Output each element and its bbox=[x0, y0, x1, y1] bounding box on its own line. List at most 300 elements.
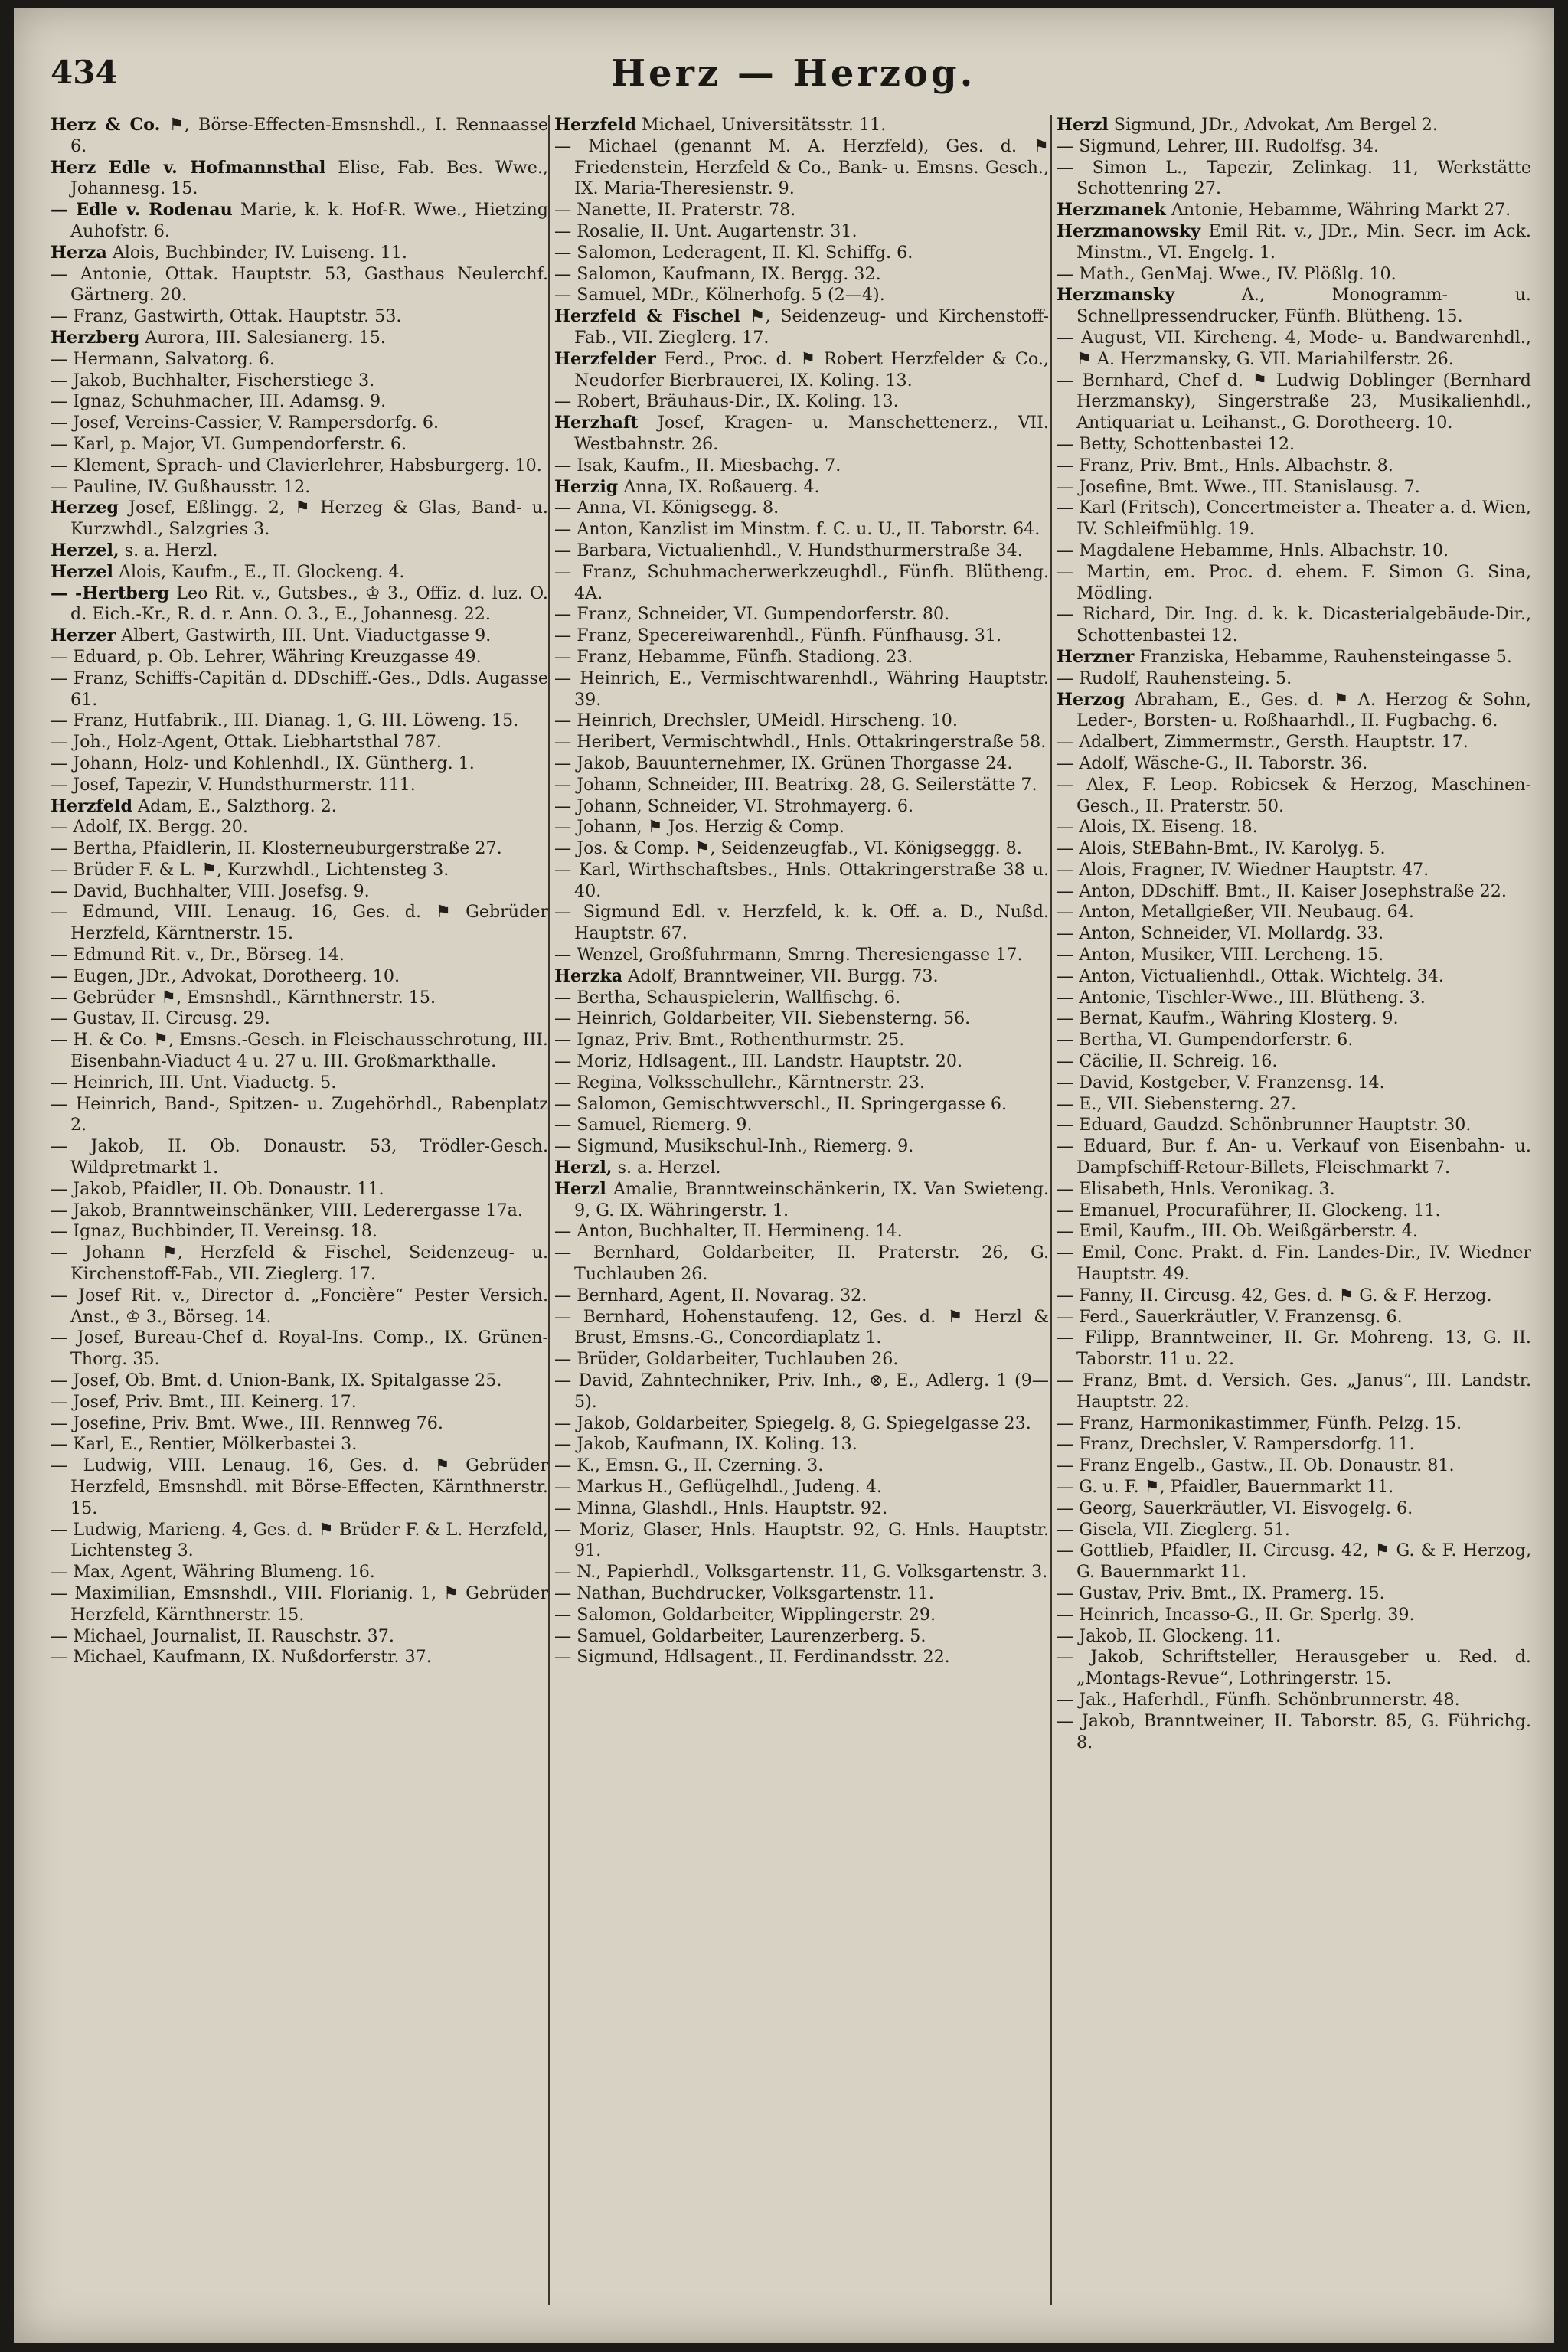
entry-text: — Franz, Gastwirth, Ottak. Hauptstr. 53. bbox=[51, 306, 402, 327]
directory-entry bbox=[554, 456, 1049, 477]
directory-entry bbox=[554, 1158, 1049, 1179]
directory-entry bbox=[554, 753, 1049, 775]
entry-surname: Herzer bbox=[51, 626, 116, 646]
entry-text: Adam, E., Salzthorg. 2. bbox=[138, 795, 337, 816]
entry-text: — Emil, Kaufm., III. Ob. Weißgärberstr. 4. bbox=[1057, 1221, 1418, 1242]
directory-entry bbox=[51, 413, 548, 434]
entry-text: — Emanuel, Procuraführer, II. Glockeng. 11. bbox=[1057, 1200, 1441, 1220]
entry-text: — Eduard, p. Ob. Lehrer, Währing Kreuzgasse 49. bbox=[51, 646, 482, 667]
directory-entry bbox=[51, 1562, 548, 1583]
entry-text: — Robert, Bräuhaus-Dir., IX. Koling. 13. bbox=[554, 391, 899, 412]
directory-entry bbox=[1057, 1328, 1531, 1370]
directory-entry bbox=[51, 456, 548, 477]
directory-entry bbox=[554, 966, 1049, 988]
entry-text: — Jakob, Goldarbeiter, Spiegelg. 8, G. Spiegelgasse 23. bbox=[554, 1413, 1031, 1433]
entry-text: — Karl, Wirthschaftsbes., Hnls. Ottakringerstraße 38 u. 40. bbox=[554, 859, 1049, 901]
entry-text: — Franz Engelb., Gastw., II. Ob. Donaustr. 81. bbox=[1057, 1455, 1455, 1476]
directory-entry bbox=[51, 583, 548, 626]
directory-entry bbox=[1057, 371, 1531, 434]
directory-entry bbox=[1057, 541, 1531, 562]
entry-text: — Bernat, Kaufm., Währing Klosterg. 9. bbox=[1057, 1008, 1399, 1029]
directory-entry bbox=[1057, 690, 1531, 733]
directory-entry bbox=[554, 732, 1049, 753]
directory-entry bbox=[1057, 221, 1531, 264]
entry-text: — Jakob, Bauunternehmer, IX. Grünen Thorgasse 24. bbox=[554, 753, 1013, 773]
entry-surname: Herzmanek bbox=[1057, 200, 1166, 220]
entry-text: — Jakob, Buchhalter, Fischerstiege 3. bbox=[51, 370, 375, 390]
entry-text: — Alois, StEBahn-Bmt., IV. Karolyg. 5. bbox=[1057, 838, 1386, 859]
directory-entry bbox=[1057, 328, 1531, 371]
directory-entry bbox=[1057, 923, 1531, 945]
directory-entry bbox=[51, 1583, 548, 1626]
directory-entry bbox=[1057, 1520, 1531, 1541]
directory-entry bbox=[554, 1583, 1049, 1605]
entry-text: — Betty, Schottenbastei 12. bbox=[1057, 433, 1295, 454]
directory-entry bbox=[51, 1200, 548, 1222]
directory-entry bbox=[51, 796, 548, 818]
entry-text: — Emil, Conc. Prakt. d. Fin. Landes-Dir., IV. Wiedner Hauptstr. 49. bbox=[1057, 1243, 1531, 1285]
entry-surname: Herzel bbox=[51, 561, 113, 582]
entry-text: — Brüder, Goldarbeiter, Tuchlauben 26. bbox=[554, 1349, 899, 1370]
directory-entry bbox=[51, 860, 548, 881]
entry-text: — Ignaz, Priv. Bmt., Rothenthurmstr. 25. bbox=[554, 1030, 905, 1050]
entry-text: Antonie, Hebamme, Währing Markt 27. bbox=[1171, 200, 1511, 220]
directory-entry bbox=[1057, 1455, 1531, 1477]
entry-text: — Johann ⚑, Herzfeld & Fischel, Seidenzeug- u. Kirchenstoff-Fab., VII. Zieglerg. 17. bbox=[51, 1243, 548, 1285]
entry-text: Marie, k. k. Hof-R. Wwe., Hietzing Auhofstr. 6. bbox=[70, 200, 548, 241]
entry-text: Franziska, Hebamme, Rauhensteingasse 5. bbox=[1139, 646, 1512, 667]
directory-entry bbox=[554, 1455, 1049, 1477]
entry-text: — Karl, E., Rentier, Mölkerbastei 3. bbox=[51, 1434, 358, 1455]
directory-entry bbox=[1057, 1647, 1531, 1690]
directory-entry bbox=[1057, 775, 1531, 818]
directory-entry bbox=[1057, 264, 1531, 286]
entry-text: — Samuel, Riemerg. 9. bbox=[554, 1115, 753, 1135]
directory-entry bbox=[51, 647, 548, 668]
directory-entry bbox=[554, 1434, 1049, 1455]
entry-surname: — Edle v. Rodenau bbox=[51, 200, 233, 220]
entry-text: — Karl (Fritsch), Concertmeister a. Theater a. d. Wien, IV. Schleifmühlg. 19. bbox=[1057, 498, 1531, 540]
directory-entry bbox=[1057, 817, 1531, 838]
entry-text: — Bertha, VI. Gumpendorferstr. 6. bbox=[1057, 1030, 1354, 1050]
directory-entry bbox=[554, 1243, 1049, 1285]
directory-entry bbox=[1057, 945, 1531, 966]
entry-text: — Jakob, Branntweinschänker, VIII. Lederergasse 17a. bbox=[51, 1200, 523, 1220]
entry-text: — Antonie, Ottak. Hauptstr. 53, Gasthaus Neulerchf. Gärtnerg. 20. bbox=[51, 263, 548, 305]
directory-entry bbox=[554, 349, 1049, 392]
directory-entry bbox=[1057, 1030, 1531, 1051]
directory-entry bbox=[51, 328, 548, 349]
entry-text: — Franz, Harmonikastimmer, Fünfh. Pelzg. 15. bbox=[1057, 1413, 1462, 1433]
directory-entry bbox=[51, 158, 548, 201]
entry-text: — Michael (genannt M. A. Herzfeld), Ges. d. ⚑ Friedenstein, Herzfeld & Co., Bank- u. Emsns. Gesch., IX. Maria-Theresienstr. 9. bbox=[554, 136, 1049, 199]
entry-text: — David, Zahntechniker, Priv. Inh., ⊗, E., Adlerg. 1 (9—5). bbox=[554, 1370, 1049, 1412]
directory-entry bbox=[51, 1008, 548, 1030]
directory-entry bbox=[554, 519, 1049, 541]
directory-entry bbox=[554, 668, 1049, 711]
directory-entry bbox=[1057, 456, 1531, 477]
entry-text: — Cäcilie, II. Schreig. 16. bbox=[1057, 1051, 1278, 1072]
directory-entry bbox=[1057, 1073, 1531, 1094]
entry-surname: Herzfeld bbox=[554, 115, 636, 135]
entry-text: Adolf, Branntweiner, VII. Burgg. 73. bbox=[628, 965, 939, 986]
directory-entry bbox=[1057, 1477, 1531, 1498]
entry-text: — Heinrich, Goldarbeiter, VII. Siebensterng. 56. bbox=[554, 1008, 971, 1029]
directory-entry bbox=[554, 817, 1049, 838]
directory-entry bbox=[51, 1285, 548, 1328]
directory-entry bbox=[51, 1030, 548, 1073]
directory-entry bbox=[1057, 1243, 1531, 1285]
directory-entry bbox=[554, 647, 1049, 668]
entry-text: Aurora, III. Salesianerg. 15. bbox=[145, 327, 386, 348]
entry-text: — Heinrich, E., Vermischtwarenhdl., Währing Hauptstr. 39. bbox=[554, 668, 1049, 710]
entry-text: — Anton, Musiker, VIII. Lercheng. 15. bbox=[1057, 945, 1384, 965]
directory-entry bbox=[554, 1605, 1049, 1626]
directory-entry bbox=[554, 1647, 1049, 1668]
directory-entry bbox=[1057, 1051, 1531, 1073]
directory-entry bbox=[51, 775, 548, 796]
directory-entry bbox=[1057, 477, 1531, 498]
entry-text: ⚑, Seidenzeug- und Kirchenstoff-Fab., VII. Zieglerg. 17. bbox=[574, 306, 1049, 348]
entry-text: — Martin, em. Proc. d. ehem. F. Simon G. Sina, Mödling. bbox=[1057, 561, 1531, 603]
entry-text: — Johann, ⚑ Jos. Herzig & Comp. bbox=[554, 817, 844, 838]
entry-text: Abraham, E., Ges. d. ⚑ A. Herzog & Sohn, Leder-, Borsten- u. Roßhaarhdl., II. Fugbachg. 6. bbox=[1076, 689, 1531, 731]
entry-text: — Eduard, Gaudzd. Schönbrunner Hauptstr. 30. bbox=[1057, 1115, 1472, 1135]
entry-surname: Herzfeld bbox=[51, 795, 132, 816]
entry-text: — Salomon, Kaufmann, IX. Bergg. 32. bbox=[554, 263, 881, 284]
directory-entry bbox=[554, 477, 1049, 498]
entry-text: — Alex, F. Leop. Robicsek & Herzog, Maschinen-Gesch., II. Praterstr. 50. bbox=[1057, 774, 1531, 816]
directory-entry bbox=[1057, 1413, 1531, 1435]
directory-entry bbox=[554, 775, 1049, 796]
entry-text: Alois, Kaufm., E., II. Glockeng. 4. bbox=[118, 561, 405, 582]
entry-text: — Gebrüder ⚑, Emsnshdl., Kärnthnerstr. 15. bbox=[51, 987, 436, 1008]
entry-text: — Josefine, Priv. Bmt. Wwe., III. Rennweg 76. bbox=[51, 1413, 443, 1433]
directory-entry bbox=[1057, 1434, 1531, 1455]
entry-text: — Markus H., Geflügelhdl., Judeng. 4. bbox=[554, 1477, 882, 1497]
directory-entry bbox=[51, 349, 548, 371]
entry-text: Amalie, Branntweinschänkerin, IX. Van Swieteng. 9, G. IX. Währingerstr. 1. bbox=[574, 1178, 1049, 1220]
column-divider bbox=[548, 115, 550, 2305]
directory-entry bbox=[554, 1221, 1049, 1243]
entry-text: — Josef Rit. v., Director d. „Foncière“ Pester Versich. Anst., ♔ 3., Börseg. 14. bbox=[51, 1285, 548, 1327]
directory-entry bbox=[51, 732, 548, 753]
directory-entry bbox=[51, 902, 548, 945]
entry-text: — Edmund Rit. v., Dr., Börseg. 14. bbox=[51, 945, 345, 965]
entry-text: — Adolf, IX. Bergg. 20. bbox=[51, 817, 248, 838]
entry-text: — Jos. & Comp. ⚑, Seidenzeugfab., VI. Königseggg. 8. bbox=[554, 838, 1022, 859]
directory-entry bbox=[51, 1221, 548, 1243]
directory-entry bbox=[51, 1136, 548, 1179]
entry-text: — Anton, DDschiff. Bmt., II. Kaiser Josephstraße 22. bbox=[1057, 880, 1507, 901]
entry-text: — Franz, Schneider, VI. Gumpendorferstr. 80. bbox=[554, 604, 950, 625]
directory-entry bbox=[554, 1008, 1049, 1030]
entry-text: — Johann, Schneider, III. Beatrixg. 28, G. Seilerstätte 7. bbox=[554, 774, 1037, 795]
entry-text: — Heinrich, III. Unt. Viaductg. 5. bbox=[51, 1072, 337, 1093]
directory-entry bbox=[51, 1392, 548, 1413]
directory-entry bbox=[51, 541, 548, 562]
entry-text: — Bernhard, Goldarbeiter, II. Praterstr. 26, G. Tuchlauben 26. bbox=[554, 1243, 1049, 1285]
entry-text: — Jakob, Schriftsteller, Herausgeber u. Red. d. „Montags-Revue“, Lothringerstr. 15. bbox=[1057, 1647, 1531, 1689]
entry-text: — Georg, Sauerkräutler, VI. Eisvogelg. 6. bbox=[1057, 1498, 1413, 1518]
directory-entry bbox=[1057, 1626, 1531, 1648]
directory-entry bbox=[1057, 1285, 1531, 1307]
entry-text: — Heinrich, Band-, Spitzen- u. Zugehörhdl., Rabenplatz 2. bbox=[51, 1093, 548, 1135]
directory-entry bbox=[1057, 1605, 1531, 1626]
directory-entry bbox=[1057, 1307, 1531, 1328]
entry-text: — Moriz, Glaser, Hnls. Hauptstr. 92, G. Hnls. Hauptstr. 91. bbox=[554, 1519, 1049, 1561]
directory-entry bbox=[1057, 1136, 1531, 1179]
entry-text: Emil Rit. v., JDr., Min. Secr. im Ack. Minstm., VI. Engelg. 1. bbox=[1076, 220, 1531, 263]
entry-text: — Klement, Sprach- und Clavierlehrer, Habsburgerg. 10. bbox=[51, 455, 542, 475]
entry-text: — Josef, Vereins-Cassier, V. Rampersdorfg. 6. bbox=[51, 413, 439, 433]
directory-entry bbox=[1057, 753, 1531, 775]
column-divider bbox=[1050, 115, 1052, 2305]
directory-entry bbox=[1057, 1115, 1531, 1136]
entry-text: — Josef, Tapezir, V. Hundsthurmerstr. 111. bbox=[51, 774, 416, 795]
entry-text: — Anton, Victualienhdl., Ottak. Wichtelg. 34. bbox=[1057, 965, 1444, 986]
directory-entry bbox=[51, 881, 548, 903]
entry-surname: Herzeg bbox=[51, 498, 119, 518]
directory-entry bbox=[554, 860, 1049, 903]
directory-entry bbox=[554, 1370, 1049, 1413]
entry-text: — Josefine, Bmt. Wwe., III. Stanislausg. 7. bbox=[1057, 476, 1420, 497]
entry-text: — Sigmund, Hdlsagent., II. Ferdinandsstr. 22. bbox=[554, 1647, 950, 1668]
entry-text: — Antonie, Tischler-Wwe., III. Blütheng. 3. bbox=[1057, 987, 1426, 1008]
entry-text: — Bernhard, Chef d. ⚑ Ludwig Doblinger (Bernhard Herzmansky), Singerstraße 23, Musikalienhdl., Antiquariat u. Leihanst., G. Dorotheerg. 10. bbox=[1057, 370, 1531, 433]
directory-entry bbox=[1057, 881, 1531, 903]
directory-entry bbox=[51, 200, 548, 243]
entry-text: — Elisabeth, Hnls. Veronikag. 3. bbox=[1057, 1178, 1335, 1199]
entry-text: A., Monogramm- u. Schnellpressendrucker, Fünfh. Blütheng. 15. bbox=[1076, 285, 1531, 327]
directory-entry bbox=[51, 1179, 548, 1200]
directory-entry bbox=[554, 1073, 1049, 1094]
directory-entry bbox=[51, 945, 548, 966]
directory-entry bbox=[1057, 902, 1531, 923]
entry-text: — Nathan, Buchdrucker, Volksgartenstr. 11. bbox=[554, 1583, 934, 1603]
entry-text: — Alois, IX. Eiseng. 18. bbox=[1057, 817, 1258, 838]
directory-entry bbox=[1057, 838, 1531, 860]
entry-text: — Sigmund Edl. v. Herzfeld, k. k. Off. a. D., Nußd. Hauptstr. 67. bbox=[554, 902, 1049, 944]
entry-surname: Herzka bbox=[554, 965, 623, 986]
directory-entry bbox=[554, 136, 1049, 200]
entry-surname: Herz & Co. bbox=[51, 115, 161, 135]
directory-entry bbox=[1057, 966, 1531, 988]
entry-text: — N., Papierhdl., Volksgartenstr. 11, G. Volksgartenstr. 3. bbox=[554, 1562, 1048, 1583]
directory-entry bbox=[1057, 1583, 1531, 1605]
entry-text: — Pauline, IV. Gußhausstr. 12. bbox=[51, 476, 311, 497]
entry-text: — Alois, Fragner, IV. Wiedner Hauptstr. 47. bbox=[1057, 859, 1429, 880]
entry-text: — Samuel, Goldarbeiter, Laurenzerberg. 5. bbox=[554, 1625, 926, 1646]
entry-text: Josef, Kragen- u. Manschettenerz., VII. Westbahnstr. 26. bbox=[574, 413, 1049, 454]
entry-text: — Ignaz, Schuhmacher, III. Adamsg. 9. bbox=[51, 391, 387, 412]
entry-surname: Herzig bbox=[554, 476, 619, 497]
entry-text: — Wenzel, Großfuhrmann, Smrng. Theresiengasse 17. bbox=[554, 945, 1023, 965]
entry-text: — Johann, Holz- und Kohlenhdl., IX. Güntherg. 1. bbox=[51, 753, 475, 773]
directory-entry bbox=[1057, 1221, 1531, 1243]
entry-text: — Max, Agent, Währing Blumeng. 16. bbox=[51, 1562, 375, 1583]
directory-entry bbox=[51, 306, 548, 328]
entry-text: — K., Emsn. G., II. Czerning. 3. bbox=[554, 1455, 824, 1476]
entry-surname: Herzog bbox=[1057, 689, 1125, 710]
entry-text: — Franz, Drechsler, V. Rampersdorfg. 11. bbox=[1057, 1434, 1415, 1455]
entry-surname: Herza bbox=[51, 242, 107, 263]
entry-text: — Adolf, Wäsche-G., II. Taborstr. 36. bbox=[1057, 753, 1368, 773]
entry-text: — Sigmund, Musikschul-Inh., Riemerg. 9. bbox=[554, 1136, 914, 1157]
directory-entry bbox=[1057, 1711, 1531, 1754]
entry-text: — Franz, Specereiwarenhdl., Fünfh. Fünfhausg. 31. bbox=[554, 626, 1002, 646]
entry-text: — Josef, Ob. Bmt. d. Union-Bank, IX. Spitalgasse 25. bbox=[51, 1370, 502, 1391]
entry-text: — Bernhard, Agent, II. Novarag. 32. bbox=[554, 1285, 867, 1305]
directory-entry bbox=[1057, 115, 1531, 136]
directory-entry bbox=[554, 1094, 1049, 1116]
entry-text: — Gustav, II. Circusg. 29. bbox=[51, 1008, 270, 1029]
entry-text: — E., VII. Siebensterng. 27. bbox=[1057, 1093, 1297, 1114]
entry-text: — Jakob, Branntweiner, II. Taborstr. 85, G. Führichg. 8. bbox=[1057, 1710, 1531, 1753]
directory-entry bbox=[554, 498, 1049, 519]
directory-entry bbox=[51, 753, 548, 775]
directory-entry bbox=[51, 1520, 548, 1563]
entry-text: — Salomon, Goldarbeiter, Wipplingerstr. 29. bbox=[554, 1604, 936, 1625]
entry-text: s. a. Herzel. bbox=[617, 1158, 721, 1178]
directory-entry bbox=[1057, 200, 1531, 221]
entry-surname: Herz Edle v. Hofmannsthal bbox=[51, 157, 326, 178]
entry-text: ⚑, Börse-Effecten-Emsnshdl., I. Rennaasse 6. bbox=[70, 115, 548, 156]
directory-entry bbox=[554, 115, 1049, 136]
directory-entry bbox=[1057, 860, 1531, 881]
entry-surname: Herzfeld & Fischel bbox=[554, 306, 740, 327]
directory-entry bbox=[554, 200, 1049, 221]
entry-text: — Brüder F. & L. ⚑, Kurzwhdl., Lichtensteg 3. bbox=[51, 859, 449, 880]
entry-text: — Bernhard, Hohenstaufeng. 12, Ges. d. ⚑ Herzl & Brust, Emsns.-G., Concordiaplatz 1. bbox=[554, 1306, 1049, 1348]
entry-text: — Minna, Glashdl., Hnls. Hauptstr. 92. bbox=[554, 1498, 888, 1518]
directory-entry bbox=[51, 371, 548, 392]
entry-text: — Adalbert, Zimmermstr., Gersth. Hauptstr. 17. bbox=[1057, 732, 1468, 753]
entry-text: — Franz, Priv. Bmt., Hnls. Albachstr. 8. bbox=[1057, 455, 1393, 475]
entry-text: — G. u. F. ⚑, Pfaidler, Bauernmarkt 11. bbox=[1057, 1477, 1394, 1497]
entry-text: — Anton, Metallgießer, VII. Neubaug. 64. bbox=[1057, 902, 1414, 923]
directory-entry bbox=[554, 1562, 1049, 1583]
entry-text: — Anton, Kanzlist im Minstm. f. C. u. U., II. Taborstr. 64. bbox=[554, 519, 1040, 540]
directory-entry bbox=[1057, 604, 1531, 647]
entry-surname: Herzl, bbox=[554, 1158, 612, 1178]
directory-entry bbox=[51, 1455, 548, 1519]
directory-entry bbox=[1057, 1200, 1531, 1222]
entry-surname: Herzmanowsky bbox=[1057, 220, 1201, 241]
entry-text: — Sigmund, Lehrer, III. Rudolfsg. 34. bbox=[1057, 136, 1380, 156]
entry-text: — Nanette, II. Praterstr. 78. bbox=[554, 200, 796, 220]
directory-entry bbox=[1057, 668, 1531, 690]
directory-entry bbox=[554, 902, 1049, 945]
directory-entry bbox=[51, 264, 548, 307]
directory-entry bbox=[554, 562, 1049, 605]
entry-text: — Jakob, Pfaidler, II. Ob. Donaustr. 11. bbox=[51, 1178, 384, 1199]
entry-text: — Math., GenMaj. Wwe., IV. Plößlg. 10. bbox=[1057, 263, 1396, 284]
directory-entry bbox=[1057, 732, 1531, 753]
directory-entry bbox=[554, 1413, 1049, 1435]
entry-text: — Jakob, II. Ob. Donaustr. 53, Trödler-Gesch. Wildpretmarkt 1. bbox=[51, 1136, 548, 1178]
entry-text: — Gustav, Priv. Bmt., IX. Pramerg. 15. bbox=[1057, 1583, 1385, 1603]
entry-text: — Franz, Bmt. d. Versich. Ges. „Janus“, III. Landstr. Hauptstr. 22. bbox=[1057, 1370, 1531, 1412]
directory-entry bbox=[554, 1136, 1049, 1158]
entry-text: — Franz, Hutfabrik., III. Dianag. 1, G. III. Löweng. 15. bbox=[51, 710, 519, 731]
directory-entry bbox=[51, 434, 548, 456]
entry-text: Ferd., Proc. d. ⚑ Robert Herzfelder & Co., Neudorfer Bierbrauerei, IX. Koling. 13. bbox=[574, 348, 1049, 390]
directory-entry bbox=[554, 221, 1049, 243]
directory-entry bbox=[51, 243, 548, 264]
directory-entry bbox=[51, 1626, 548, 1648]
entry-text: — H. & Co. ⚑, Emsns.-Gesch. in Fleischausschrotung, III. Eisenbahn-Viaduct 4 u. 27 u. III. Großmarkthalle. bbox=[51, 1030, 548, 1072]
directory-entry bbox=[1057, 1540, 1531, 1583]
directory-entry bbox=[554, 1626, 1049, 1648]
entry-text: — Rudolf, Rauhensteing. 5. bbox=[1057, 668, 1292, 688]
entry-text: — Simon L., Tapezir, Zelinkag. 11, Werkstätte Schottenring 27. bbox=[1057, 157, 1531, 199]
entry-text: — Joh., Holz-Agent, Ottak. Liebhartsthal 787. bbox=[51, 732, 442, 753]
entry-text: — Gisela, VII. Zieglerg. 51. bbox=[1057, 1519, 1290, 1540]
entry-text: — Michael, Journalist, II. Rauschstr. 37. bbox=[51, 1625, 394, 1646]
directory-entry bbox=[51, 1434, 548, 1455]
directory-entry bbox=[554, 604, 1049, 626]
directory-entry bbox=[51, 1094, 548, 1137]
page-number: 434 bbox=[51, 54, 118, 91]
directory-entry bbox=[1057, 1690, 1531, 1711]
directory-entry bbox=[554, 1477, 1049, 1498]
entry-text: Elise, Fab. Bes. Wwe., Johannesg. 15. bbox=[70, 157, 548, 199]
entry-text: — Franz, Schiffs-Capitän d. DDschiff.-Ges., Ddls. Augasse 61. bbox=[51, 668, 548, 710]
directory-entry bbox=[1057, 1008, 1531, 1030]
directory-entry bbox=[1057, 562, 1531, 605]
entry-text: — Filipp, Branntweiner, II. Gr. Mohreng. 13, G. II. Taborstr. 11 u. 22. bbox=[1057, 1328, 1531, 1370]
entry-text: — Franz, Schuhmacherwerkzeughdl., Fünfh. Blütheng. 4A. bbox=[554, 561, 1049, 603]
directory-entry bbox=[51, 1370, 548, 1392]
entry-text: — Anna, VI. Königsegg. 8. bbox=[554, 498, 779, 518]
column-2 bbox=[554, 115, 1049, 2305]
entry-text: — Moriz, Hdlsagent., III. Landstr. Hauptstr. 20. bbox=[554, 1051, 963, 1072]
directory-entry bbox=[554, 1179, 1049, 1222]
directory-entry bbox=[51, 1243, 548, 1285]
entry-text: — Ferd., Sauerkräutler, V. Franzensg. 6. bbox=[1057, 1306, 1403, 1327]
entry-text: — Heinrich, Drechsler, UMeidl. Hirscheng. 10. bbox=[554, 710, 958, 731]
entry-text: — David, Buchhalter, VIII. Josefsg. 9. bbox=[51, 880, 370, 901]
directory-entry bbox=[1057, 988, 1531, 1009]
entry-text: — Rosalie, II. Unt. Augartenstr. 31. bbox=[554, 220, 858, 241]
directory-entry bbox=[51, 477, 548, 498]
directory-entry bbox=[554, 1115, 1049, 1136]
entry-text: — Hermann, Salvatorg. 6. bbox=[51, 348, 275, 369]
entry-text: Anna, IX. Roßauerg. 4. bbox=[623, 476, 820, 497]
entry-surname: Herzmansky bbox=[1057, 285, 1175, 305]
entry-text: — Barbara, Victualienhdl., V. Hundsthurmerstraße 34. bbox=[554, 540, 1023, 560]
directory-entry bbox=[51, 498, 548, 541]
directory-entry bbox=[1057, 285, 1531, 328]
directory-entry bbox=[554, 1285, 1049, 1307]
directory-entry bbox=[554, 391, 1049, 413]
directory-entry bbox=[554, 285, 1049, 306]
directory-entry bbox=[554, 796, 1049, 818]
running-head: Herz — Herzog. bbox=[610, 52, 976, 95]
entry-text: Alois, Buchbinder, IV. Luiseng. 11. bbox=[112, 242, 407, 263]
directory-entry bbox=[1057, 158, 1531, 201]
entry-text: — Edmund, VIII. Lenaug. 16, Ges. d. ⚑ Gebrüder Herzfeld, Kärntnerstr. 15. bbox=[51, 902, 548, 944]
entry-text: — Anton, Schneider, VI. Mollardg. 33. bbox=[1057, 923, 1384, 944]
entry-text: — Jakob, II. Glockeng. 11. bbox=[1057, 1625, 1282, 1646]
directory-entry bbox=[554, 1349, 1049, 1370]
entry-text: — Richard, Dir. Ing. d. k. k. Dicasterialgebäude-Dir., Schottenbastei 12. bbox=[1057, 604, 1531, 646]
directory-entry bbox=[554, 838, 1049, 860]
directory-entry bbox=[51, 817, 548, 838]
page-header bbox=[51, 54, 1536, 107]
directory-entry bbox=[554, 988, 1049, 1009]
